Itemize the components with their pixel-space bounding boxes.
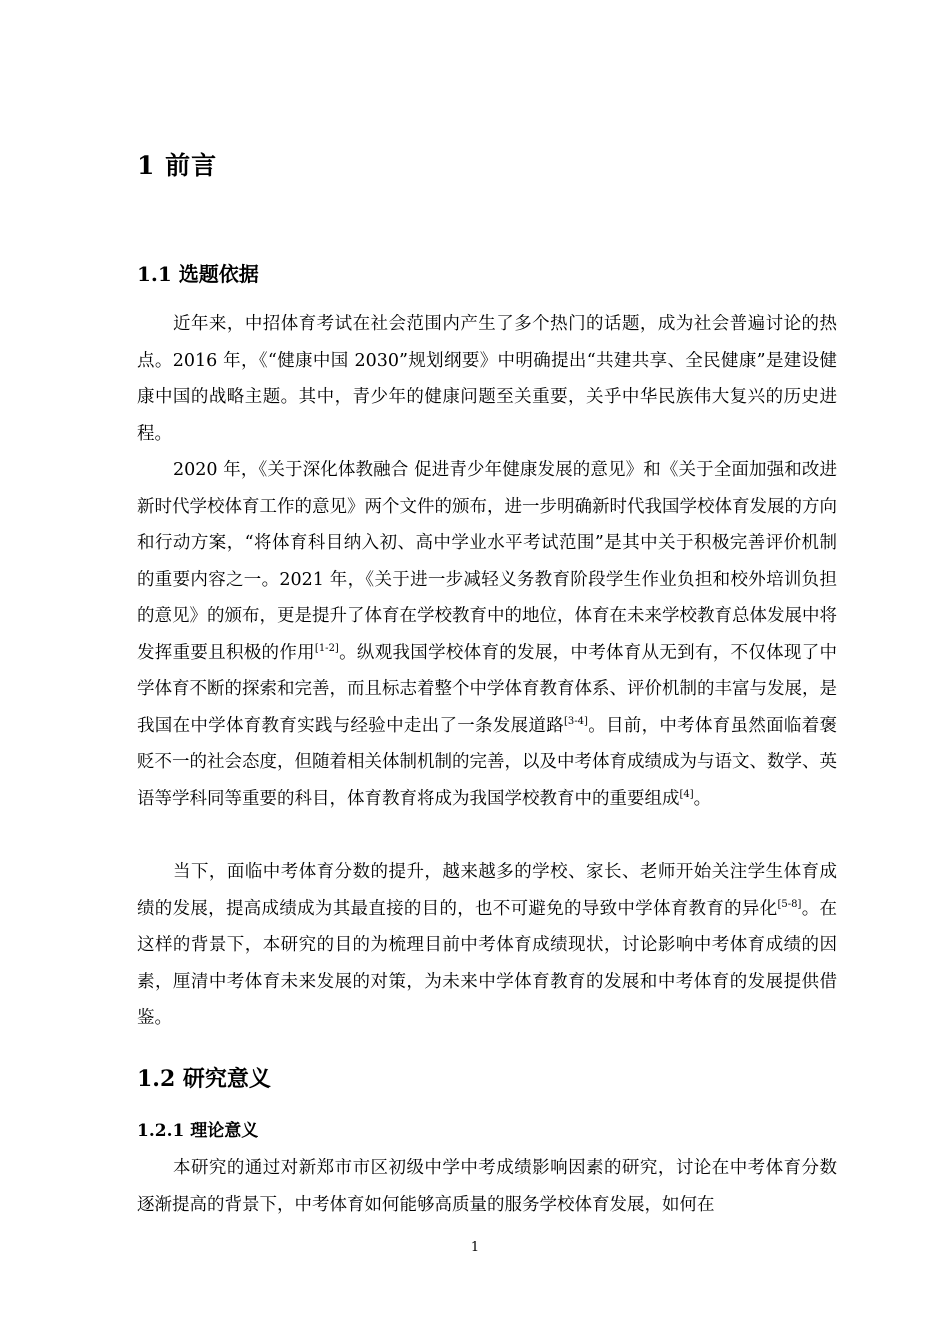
paragraph-2-text-2: 。纵观我国学校体育的发展，中考体育从无到有，不仅体现了中学体育不断的探索和完善，而且标志着整个中学体育教育体系、评价机制的丰富与发展，是我国在中学体育教育实践与经验中走出了一条发展道路: [137, 642, 838, 736]
page-number: 1: [470, 1240, 480, 1255]
paragraph-2-text-1: 2020 年，《关于深化体教融合 促进青少年健康发展的意见》和《关于全面加强和改进新时代学校体育工作的意见》两个文件的颁布，进一步明确新时代我国学校体育发展的方向和行动方案，“将体育科目纳入初、高中学业水平考试范围”是其中关于积极完善评价机制的重要内容之一。2021 年，《关于进一步减轻义务教育阶段学生作业负担和校外培训负担的意见》的颁布，更是提升了体育在学校教育中的地位，体育在未来学校教育总体发展中将发挥重要且积极的作用: [137, 460, 837, 663]
paragraph-2: [137, 452, 837, 817]
subsection-title-1-2-1: 1.2.1 理论意义: [137, 1121, 259, 1141]
paragraph-4-text: 本研究的通过对新郑市市区初级中学中考成绩影响因素的研究，讨论在中考体育分数逐渐提高的背景下，中考体育如何能够高质量的服务学校体育发展，如何在: [137, 1158, 837, 1215]
section-title-1-2: 1.2 研究意义: [137, 1066, 271, 1092]
paragraph-2-text-3: 。目前，中考体育虽然面临着褒贬不一的社会态度，但随着相关体制机制的完善，以及中考体育成绩成为与语文、数学、英语等学科同等重要的科目，体育教育将成为我国学校教育中的重要组成: [137, 715, 838, 809]
citation-5-8: [5-8]: [777, 898, 802, 910]
paragraph-1-text: 近年来，中招体育考试在社会范围内产生了多个热门的话题，成为社会普遍讨论的热点。2016 年，《“健康中国 2030”规划纲要》中明确提出“共建共享、全民健康”是建设健康中国的战略主题。其中，青少年的健康问题至关重要，关乎中华民族伟大复兴的历史进程。: [137, 314, 837, 444]
paragraph-1: [137, 306, 837, 452]
chapter-title: 1 前言: [137, 151, 218, 180]
citation-1-2: [1-2]: [314, 642, 339, 654]
citation-3-4: [3-4]: [564, 715, 588, 727]
section-title-1-1: 1.1 选题依据: [137, 262, 259, 286]
paragraph-3: [137, 854, 837, 1037]
paragraph-2-text-4: 。: [693, 788, 712, 809]
paragraph-3-text-2: 。在这样的背景下，本研究的目的为梳理目前中考体育成绩现状，讨论影响中考体育成绩的因素，厘清中考体育未来发展的对策，为未来中学体育教育的发展和中考体育的发展提供借鉴。: [137, 898, 838, 1028]
citation-4: [4]: [679, 788, 694, 800]
paragraph-3-text-1: 当下，面临中考体育分数的提升，越来越多的学校、家长、老师开始关注学生体育成绩的发展，提高成绩成为其最直接的目的，也不可避免的导致中学体育教育的异化: [137, 862, 837, 919]
paragraph-4: [137, 1150, 837, 1223]
